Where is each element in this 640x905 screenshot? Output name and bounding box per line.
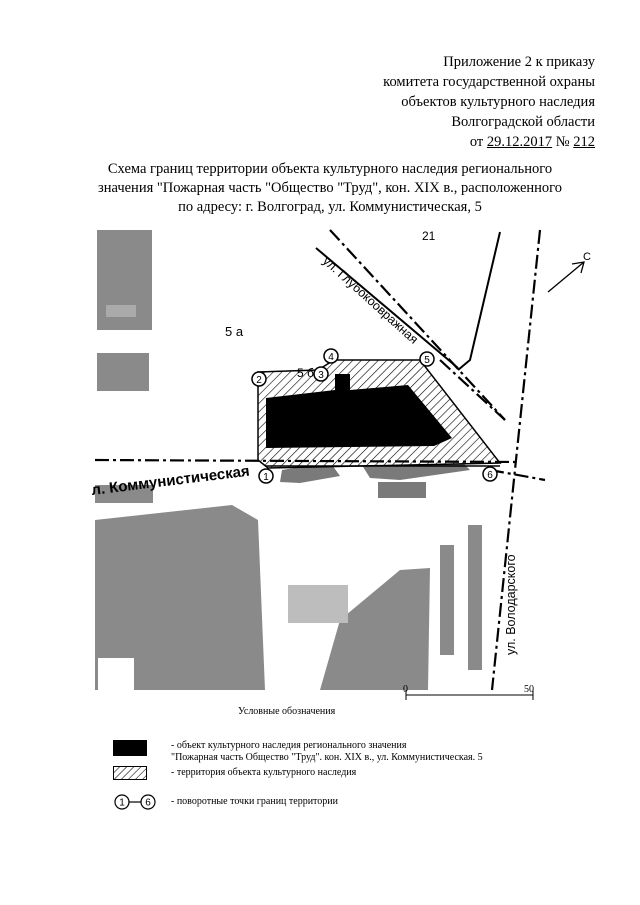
building-block — [97, 353, 149, 391]
scale-start: 0 — [403, 684, 408, 695]
point-label: 6 — [487, 470, 493, 481]
parcel-5a: 5 а — [225, 324, 244, 339]
legend-item2-text: - территория объекта культурного наследия — [171, 767, 357, 778]
appendix-line-3: объектов культурного наследия — [401, 94, 595, 110]
number-prefix: № — [552, 134, 574, 150]
legend-point-to: 6 — [145, 797, 151, 809]
title-line-1: Схема границ территории объекта культурного наследия регионального — [107, 161, 553, 177]
street-label-volodarskogo: ул. Володарского — [504, 554, 518, 655]
boundary-segment — [490, 470, 545, 480]
parcel-21: 21 — [422, 229, 436, 243]
street-label-kommunisticheskaya: л. Коммунистическая — [90, 462, 251, 499]
legend-item3-text: - поворотные точки границ территории — [171, 796, 338, 807]
point-label: 4 — [328, 352, 334, 363]
point-label: 5 — [424, 355, 430, 366]
parcel-5b: 5 б — [297, 366, 314, 380]
appendix-line-4: Волгоградской области — [451, 114, 595, 130]
north-arrow — [548, 251, 591, 292]
street-label-glubokoovrazhnaya: ул. Глубокоовражная — [319, 253, 421, 347]
title-line-2: значения "Пожарная часть "Общество "Труд", кон. XIX в., расположенного — [97, 180, 562, 196]
building-block — [106, 305, 136, 317]
turning-point-5 — [420, 352, 434, 366]
building-block — [378, 482, 426, 498]
point-label: 3 — [318, 370, 324, 381]
building-block — [440, 545, 454, 655]
legend-black-swatch — [113, 740, 147, 756]
building-block — [288, 585, 348, 623]
legend-point-from: 1 — [119, 797, 125, 809]
north-label: С — [583, 251, 591, 263]
scale-end: 50 — [524, 684, 534, 695]
order-number: 212 — [573, 134, 595, 150]
title-line-3: по адресу: г. Волгоград, ул. Коммунистическая, 5 — [178, 199, 482, 215]
turning-point-3 — [314, 367, 328, 381]
appendix-line-2: комитета государственной охраны — [383, 74, 595, 90]
date-prefix: от — [469, 134, 487, 150]
legend-title: Условные обозначения — [238, 706, 336, 717]
point-label: 2 — [256, 375, 262, 386]
turning-point-6 — [483, 467, 497, 481]
legend-item1-line2: "Пожарная часть Общество "Труд". кон. XIX в., ул. Коммунистическая. 5 — [171, 752, 483, 763]
legend-item1-line1: - объект культурного наследия регионального значения — [171, 740, 407, 751]
point-label: 1 — [263, 472, 269, 483]
turning-point-2 — [252, 372, 266, 386]
turning-point-1 — [259, 469, 273, 483]
building-gap — [98, 658, 134, 690]
turning-point-4 — [324, 349, 338, 363]
legend-hatch-swatch — [113, 766, 147, 780]
building-block — [468, 525, 482, 670]
volodarskogo-curb — [458, 232, 500, 370]
legend-points-swatch — [113, 793, 159, 811]
order-date: 29.12.2017 — [486, 134, 553, 150]
appendix-line-1: Приложение 2 к приказу — [443, 54, 595, 70]
